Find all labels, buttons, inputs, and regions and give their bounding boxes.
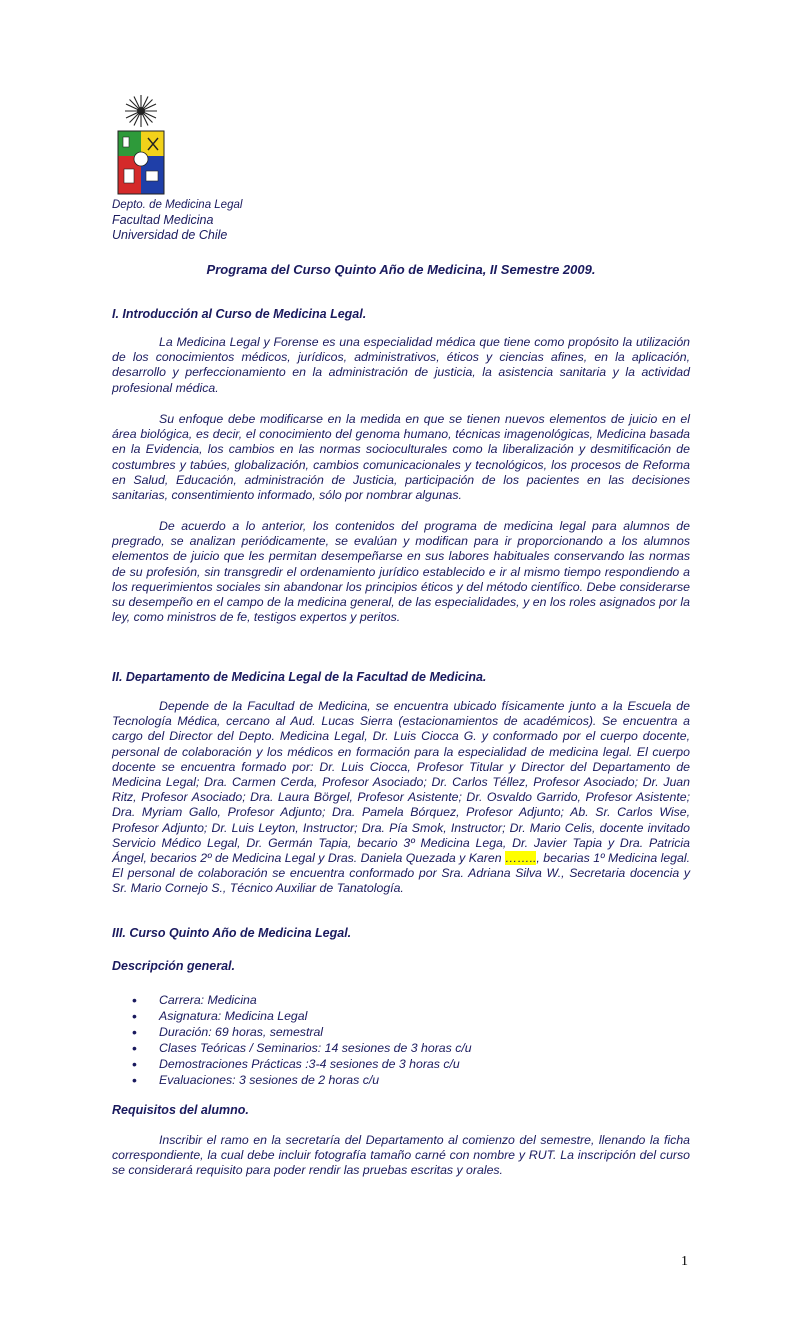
affiliation-university: Universidad de Chile <box>112 228 228 242</box>
list-item: • Asignatura: Medicina Legal <box>112 1008 472 1024</box>
affiliation-department: Depto. de Medicina Legal <box>112 199 243 211</box>
section-1-paragraph-2: Su enfoque debe modificarse en la medida en que se tienen nuevos elementos de juicio en el área biológica, es decir, el conocimiento del genoma humano, técnicas imagenológicas, Medicina basada en la Evidencia, los cambios en las normas socioculturales como la liberalización y desmitificación de costumbres y tabúes, globalización, cambios comunicacionales y tecnológicos, los procesos de Reforma en Salud, Educación, administración de Justicia, participación de los pacientes en las decisiones sanitarias, consentimiento informado, sólo por nombrar algunas. <box>112 412 690 503</box>
highlighted-placeholder: …….. <box>504 851 537 866</box>
course-details-list <box>112 992 472 1088</box>
section-1-paragraph-1: La Medicina Legal y Forense es una especialidad médica que tiene como propósito la utilización de los conocimientos médicos, jurídicos, administrativos, éticos y ciencias afines, en la aplicación, desarrollo y perfeccionamiento en la administración de justicia, la asistencia sanitaria y la actividad profesional médica. <box>112 335 690 395</box>
university-seal-icon <box>114 93 168 197</box>
section-2-text-a: Depende de la Facultad de Medicina, se encuentra ubicado físicamente junto a la Escuela de Tecnología Médica, cercano al Aud. Lucas Sierra (estacionamientos de académicos). Se encuentra a cargo del Director del Depto. Medicina Legal, Dr. Luis Ciocca G. y conformado por el cuerpo docente, personal de colaboración y los médicos en formación para la especialidad de medicina legal. El cuerpo docente se encuentra formado por: Dr. Luis Ciocca, Profesor Titular y Director del Departamento de Medicina Legal; Dra. Carmen Cerda, Profesor Asociado; Dr. Carlos Téllez, Profesor Asociado; Dr. Juan Ritz, Profesor Asociado; Dra. Laura Börgel, Profesor Asistente; Dr. Osvaldo Garrido, Profesor Asistente; Dra. Myriam Gallo, Profesor Adjunto; Dra. Pamela Bórquez, Profesor Adjunto; Ab. Sr. Carlos Wise, Profesor Adjunto; Dr. Luis Leyton, Instructor; Dra. Pía Smok, Instructor; Dr. Mario Celis, docente invitado Servicio Médico Legal, Dr. Germán Tapia, becario 3º Medicina Lega, Dr. Javier Tapia y Dra. Patricia Ángel, becarios 2º de Medicina Legal y Dras. Daniela Quezada y Karen <box>112 699 690 866</box>
student-requirements-paragraph: Inscribir el ramo en la secretaría del Departamento al comienzo del semestre, llenando la ficha correspondiente, la cual debe incluir fotografía tamaño carné con nombre y RUT. La inscripción del curso se considerará requisito para poder rendir las pruebas escritas y orales. <box>112 1133 690 1178</box>
affiliation-faculty: Facultad Medicina <box>112 213 214 227</box>
section-1-paragraph-3: De acuerdo a lo anterior, los contenidos del programa de medicina legal para alumnos de pregrado, se analizan periódicamente, se evalúan y modifican para ir proporcionando a los alumnos elementos de juicio que les permitan desempeñarse en sus labores habituales conservando las normas de su profesión, sin transgredir el ordenamiento jurídico establecido e ir al mismo tiempo respondiendo a los requerimientos sociales sin abandonar los principios éticos y del método científico. Debe considerarse su desempeño en el campo de la medicina general, de las especialidades, y en los roles asignados por la ley, como ministros de fe, testigos expertos y peritos. <box>112 519 690 625</box>
page-number: 1 <box>681 1254 688 1269</box>
list-item: • Clases Teóricas / Seminarios: 14 sesiones de 3 horas c/u <box>112 1040 472 1056</box>
section-1-heading: I. Introducción al Curso de Medicina Legal. <box>112 307 367 321</box>
section-2-heading: II. Departamento de Medicina Legal de la Facultad de Medicina. <box>112 670 487 684</box>
document-title: Programa del Curso Quinto Año de Medicina, II Semestre 2009. <box>206 262 596 277</box>
general-description-heading: Descripción general. <box>112 959 235 973</box>
section-2-paragraph <box>112 699 690 897</box>
affiliation-block <box>112 198 242 243</box>
list-item: • Demostraciones Prácticas :3-4 sesiones de 3 horas c/u <box>112 1056 472 1072</box>
list-item: • Duración: 69 horas, semestral <box>112 1024 472 1040</box>
list-item: • Carrera: Medicina <box>112 992 472 1008</box>
section-2-text-b: , becarias 1º Medicina legal. El personal de colaboración se encuentra conformado por Sra. Adriana Silva W., Secretaria docencia y Sr. Mario Cornejo S., Técnico Auxiliar de Tanatología. <box>112 851 690 896</box>
list-item: • Evaluaciones: 3 sesiones de 2 horas c/u <box>112 1072 472 1088</box>
section-3-heading: III. Curso Quinto Año de Medicina Legal. <box>112 926 352 940</box>
student-requirements-heading: Requisitos del alumno. <box>112 1103 249 1117</box>
